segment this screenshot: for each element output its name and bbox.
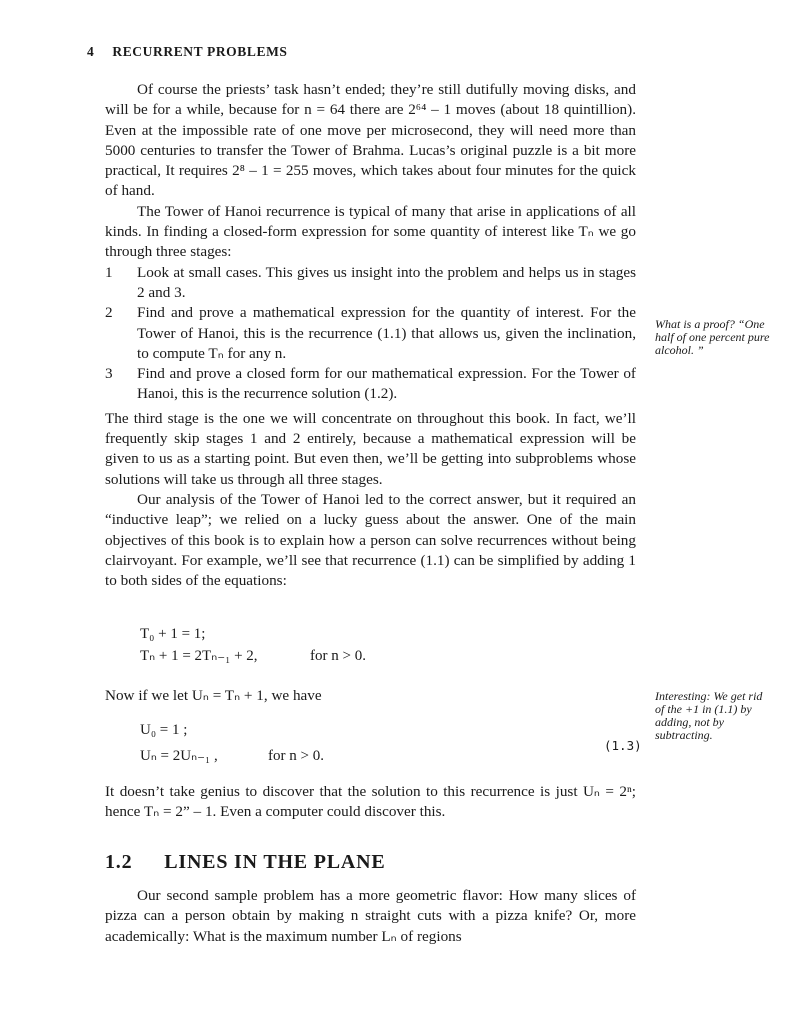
equation-condition: for n > 0. xyxy=(268,748,324,764)
stage-item xyxy=(105,263,636,304)
equation-1-line-1 xyxy=(140,624,205,644)
stage-text: Find and prove a mathematical expression for the quantity of interest. For the Tower of Hanoi, this is the recurrence (1.1) that allows us, given the inclination, to compute Tₙ for any n. xyxy=(137,304,636,362)
stage-text: Find and prove a closed form for our mathematical expression. For the Tower of Hanoi, this is the recurrence solution (1.2). xyxy=(137,365,636,403)
equation-text: T₀ + 1 = 1; xyxy=(140,626,206,642)
equation-2-line-2 xyxy=(140,746,324,766)
margin-note-interesting: Interesting: We get rid of the +1 in (1.1) by adding, not by subtracting. xyxy=(655,689,763,742)
paragraph-6: It doesn’t take genius to discover that the solution to this recurrence is just Uₙ = 2ⁿ; hence Tₙ = 2” – 1. Even a computer could discover this. xyxy=(105,783,636,821)
paragraph-1: Of course the priests’ task hasn’t ended; they’re still dutifully moving disks, and will be for a while, because for n = 64 there are 2⁶⁴ – 1 moves (about 18 quintillion). Even at the impossible rate of one move per microsecond, they will need more than 5000 centuries to transfer the Tower of Brahma. Lucas’s original puzzle is a bit more practical, It requires 2⁸ – 1 = 255 moves, which takes about four minutes for the quick of hand. xyxy=(105,81,636,200)
equation-text: Uₙ = 2Uₙ₋₁ , xyxy=(140,748,218,764)
paragraph-2: The Tower of Hanoi recurrence is typical of many that arise in applications of all kinds. In finding a closed-form expression for some quantity of interest like Tₙ we go through three stages: xyxy=(105,202,636,261)
paragraph-5-block xyxy=(105,686,636,706)
page-number: 4 xyxy=(87,44,95,59)
equation-label: (1.3) xyxy=(604,738,642,753)
running-title: RECURRENT PROBLEMS xyxy=(112,44,288,59)
equation-condition: for n > 0. xyxy=(310,648,366,664)
running-header xyxy=(87,44,288,60)
margin-note-proof: What is a proof? “One half of one percent pure alcohol. ” xyxy=(655,317,770,357)
equation-1-line-2 xyxy=(140,646,366,666)
section-number: 1.2 xyxy=(105,851,133,873)
paragraph-4: Our analysis of the Tower of Hanoi led to the correct answer, but it required an “inductive leap”; we relied on a lucky guess about the answer. One of the main objectives of this book is to explain how a person can solve recurrences without being clairvoyant. For example, we’ll see that recurrence (1.1) can be simplified by adding 1 to both sides of the equations: xyxy=(105,490,636,590)
stage-number: 2 xyxy=(105,304,113,322)
stage-item xyxy=(105,364,636,405)
stages-list xyxy=(105,263,636,405)
paragraph-7: Our second sample problem has a more geometric flavor: How many slices of pizza can a person obtain by making n straight cuts with a pizza knife? Or, more academically: What is the maximum number Lₙ of regions xyxy=(105,887,636,945)
equation-text: Tₙ + 1 = 2Tₙ₋₁ + 2, xyxy=(140,648,258,664)
paragraph-7-block xyxy=(105,886,636,947)
stage-text: Look at small cases. This gives us insight into the problem and helps us in stages 2 and 3. xyxy=(137,263,636,301)
paragraph-5: Now if we let Uₙ = Tₙ + 1, we have xyxy=(105,687,322,704)
main-column-top xyxy=(105,80,636,591)
section-heading xyxy=(105,851,386,874)
paragraph-3: The third stage is the one we will concentrate on throughout this book. In fact, we’ll frequently skip stages 1 and 2 entirely, because a mathematical expression will be given to us as a starting point. But even then, we’ll be getting into subproblems whose solutions will take us through all three stages. xyxy=(105,409,636,488)
equation-text: U₀ = 1 ; xyxy=(140,722,188,738)
stage-number: 3 xyxy=(105,365,113,383)
paragraph-6-block xyxy=(105,782,636,823)
stage-item xyxy=(105,303,636,364)
stage-number: 1 xyxy=(105,263,113,281)
equation-2-line-1 xyxy=(140,720,187,740)
section-title: LINES IN THE PLANE xyxy=(164,851,386,873)
